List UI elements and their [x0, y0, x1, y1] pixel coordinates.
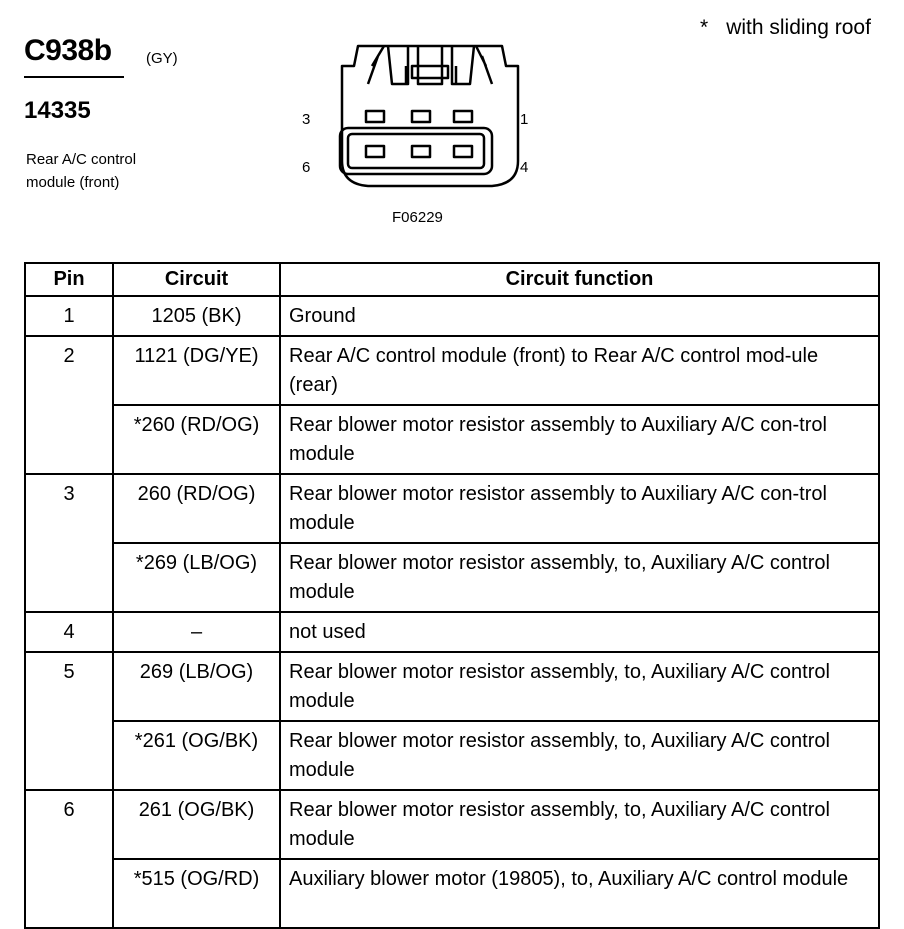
table-row — [25, 859, 879, 928]
circuit-cell: 261 (OG/BK) — [113, 790, 280, 859]
connector-face-diagram — [296, 36, 546, 196]
circuit-cell: *261 (OG/BK) — [113, 721, 280, 790]
pin-label-1: 1 — [520, 111, 529, 128]
function-cell: Rear A/C control module (front) to Rear A/C control mod-ule (rear) — [280, 336, 879, 405]
circuit-cell: 260 (RD/OG) — [113, 474, 280, 543]
table-row — [25, 474, 879, 543]
pin-cell: 4 — [25, 612, 113, 652]
circuit-cell: – — [113, 612, 280, 652]
pin-cell: 6 — [25, 790, 113, 928]
table-row — [25, 652, 879, 721]
pin-cavity-2 — [412, 111, 430, 122]
connector-color-code: (GY) — [146, 50, 178, 67]
pin-cell: 3 — [25, 474, 113, 612]
circuit-cell: *260 (RD/OG) — [113, 405, 280, 474]
header-circuit-function: Circuit function — [280, 263, 879, 296]
pin-cell: 2 — [25, 336, 113, 474]
circuit-cell: *515 (OG/RD) — [113, 859, 280, 928]
header-pin: Pin — [25, 263, 113, 296]
pin-cavity-4 — [454, 146, 472, 157]
table-row — [25, 790, 879, 859]
circuit-cell: 269 (LB/OG) — [113, 652, 280, 721]
table-row — [25, 612, 879, 652]
note-star: * — [700, 16, 709, 39]
pin-cell: 1 — [25, 296, 113, 336]
function-cell: Rear blower motor resistor assembly to Auxiliary A/C con-trol module — [280, 405, 879, 474]
circuit-cell: 1121 (DG/YE) — [113, 336, 280, 405]
table-header-row — [25, 263, 879, 296]
pinout-table — [24, 262, 880, 929]
pin-cavity-6 — [366, 146, 384, 157]
figure-id: F06229 — [392, 209, 443, 226]
pin-label-3: 3 — [302, 111, 311, 128]
circuit-cell: 1205 (BK) — [113, 296, 280, 336]
sliding-roof-note — [700, 16, 871, 40]
function-cell: Rear blower motor resistor assembly, to, Auxiliary A/C control module — [280, 721, 879, 790]
pin-label-6: 6 — [302, 159, 311, 176]
connector-description: Rear A/C control module (front) — [26, 151, 137, 191]
pin-cavity-3 — [366, 111, 384, 122]
function-cell: Rear blower motor resistor assembly to Auxiliary A/C con-trol module — [280, 474, 879, 543]
table-row — [25, 721, 879, 790]
table-row — [25, 543, 879, 612]
pin-cavity-1 — [454, 111, 472, 122]
connector-id-underline — [24, 76, 124, 78]
function-cell: Rear blower motor resistor assembly, to, Auxiliary A/C control module — [280, 652, 879, 721]
connector-id: C938b — [24, 34, 112, 67]
function-cell: not used — [280, 612, 879, 652]
table-row — [25, 296, 879, 336]
table-row — [25, 336, 879, 405]
note-text: with sliding roof — [726, 16, 871, 39]
part-number: 14335 — [24, 97, 91, 124]
function-cell: Auxiliary blower motor (19805), to, Auxiliary A/C control module — [280, 859, 879, 928]
function-cell: Ground — [280, 296, 879, 336]
function-cell: Rear blower motor resistor assembly, to, Auxiliary A/C control module — [280, 543, 879, 612]
header-circuit: Circuit — [113, 263, 280, 296]
pin-cell: 5 — [25, 652, 113, 790]
pin-label-4: 4 — [520, 159, 529, 176]
function-cell: Rear blower motor resistor assembly, to, Auxiliary A/C control module — [280, 790, 879, 859]
table-row — [25, 405, 879, 474]
pin-cavity-5 — [412, 146, 430, 157]
circuit-cell: *269 (LB/OG) — [113, 543, 280, 612]
